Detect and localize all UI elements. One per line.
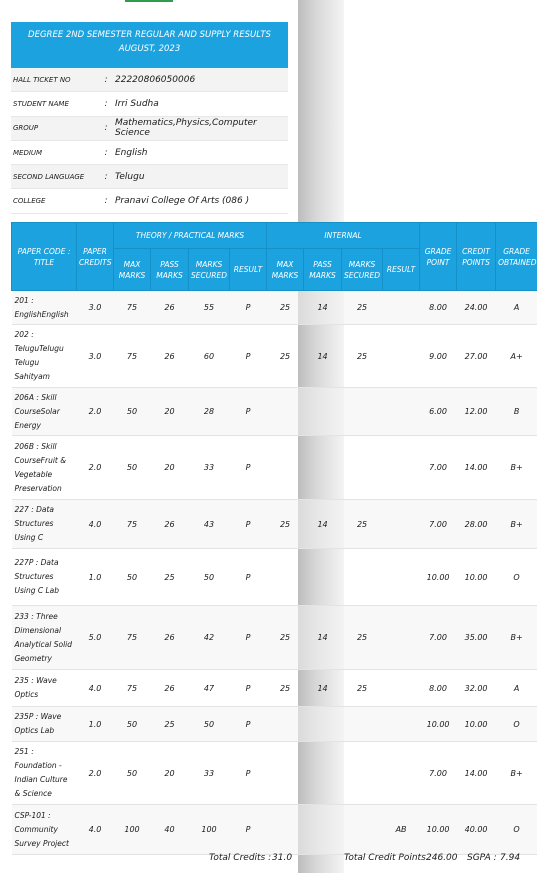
student-info-row bbox=[11, 68, 288, 92]
info-value: Telugu bbox=[113, 165, 288, 189]
paper-title: 235P : Wave Optics Lab bbox=[12, 707, 77, 742]
header-internal-secured: MARKS SECURED bbox=[342, 249, 383, 291]
internal-secured bbox=[342, 436, 383, 500]
theory-secured: 60 bbox=[189, 325, 230, 388]
paper-title: 235 : Wave Optics bbox=[12, 670, 77, 707]
internal-max bbox=[267, 388, 304, 436]
total-credit-points-label: Total Credit Points : bbox=[344, 853, 432, 863]
theory-pass: 26 bbox=[151, 500, 189, 549]
info-value: 22220806050006 bbox=[113, 68, 288, 92]
theory-result: P bbox=[230, 291, 267, 325]
grade-obtained: B+ bbox=[496, 500, 537, 549]
credit-points: 12.00 bbox=[457, 388, 496, 436]
internal-pass bbox=[304, 742, 342, 805]
paper-credits: 1.0 bbox=[77, 707, 114, 742]
theory-max: 50 bbox=[114, 436, 151, 500]
theory-secured: 33 bbox=[189, 742, 230, 805]
internal-result bbox=[383, 549, 420, 606]
grade-point: 7.00 bbox=[420, 606, 457, 670]
marks-table bbox=[11, 222, 537, 855]
total-credits-value: 31.0 bbox=[272, 853, 293, 863]
grade-obtained: B+ bbox=[496, 436, 537, 500]
theory-max: 75 bbox=[114, 291, 151, 325]
header-paper-code-title: PAPER CODE : TITLE bbox=[12, 223, 77, 291]
total-credits-label: Total Credits : bbox=[209, 853, 272, 863]
internal-result bbox=[383, 325, 420, 388]
info-colon: : bbox=[99, 68, 113, 92]
paper-title: 251 : Foundation -Indian Culture & Science bbox=[12, 742, 77, 805]
theory-result: P bbox=[230, 549, 267, 606]
info-key: HALL TICKET NO bbox=[11, 68, 99, 92]
grade-point: 7.00 bbox=[420, 742, 457, 805]
theory-secured: 55 bbox=[189, 291, 230, 325]
internal-result bbox=[383, 742, 420, 805]
header-theory-group: THEORY / PRACTICAL MARKS bbox=[114, 223, 267, 249]
theory-pass: 20 bbox=[151, 388, 189, 436]
grade-point: 7.00 bbox=[420, 436, 457, 500]
grade-point: 10.00 bbox=[420, 707, 457, 742]
internal-secured: 25 bbox=[342, 606, 383, 670]
internal-max bbox=[267, 805, 304, 855]
theory-pass: 26 bbox=[151, 325, 189, 388]
internal-result: AB bbox=[383, 805, 420, 855]
header-internal-max: MAX MARKS bbox=[267, 249, 304, 291]
table-row bbox=[12, 436, 537, 500]
paper-credits: 3.0 bbox=[77, 325, 114, 388]
internal-result bbox=[383, 606, 420, 670]
totals-footer bbox=[11, 849, 537, 871]
credit-points: 24.00 bbox=[457, 291, 496, 325]
internal-result bbox=[383, 388, 420, 436]
header-paper-credits: PAPER CREDITS bbox=[77, 223, 114, 291]
theory-result: P bbox=[230, 500, 267, 549]
grade-obtained: O bbox=[496, 549, 537, 606]
grade-obtained: O bbox=[496, 805, 537, 855]
credit-points: 10.00 bbox=[457, 549, 496, 606]
sgpa-label: SGPA : bbox=[467, 853, 497, 863]
credit-points: 14.00 bbox=[457, 742, 496, 805]
internal-pass bbox=[304, 388, 342, 436]
internal-secured: 25 bbox=[342, 325, 383, 388]
table-row bbox=[12, 805, 537, 855]
paper-credits: 4.0 bbox=[77, 805, 114, 855]
info-colon: : bbox=[99, 140, 113, 164]
paper-credits: 2.0 bbox=[77, 436, 114, 500]
grade-point: 10.00 bbox=[420, 549, 457, 606]
theory-result: P bbox=[230, 388, 267, 436]
info-key: MEDIUM bbox=[11, 140, 99, 164]
internal-secured bbox=[342, 742, 383, 805]
info-value: Irri Sudha bbox=[113, 92, 288, 116]
grade-point: 7.00 bbox=[420, 500, 457, 549]
paper-title: 206A : Skill CourseSolar Energy bbox=[12, 388, 77, 436]
internal-max: 25 bbox=[267, 606, 304, 670]
credit-points: 28.00 bbox=[457, 500, 496, 549]
student-info-row bbox=[11, 116, 288, 140]
internal-pass bbox=[304, 707, 342, 742]
paper-credits: 1.0 bbox=[77, 549, 114, 606]
internal-max: 25 bbox=[267, 500, 304, 549]
info-key: SECOND LANGUAGE bbox=[11, 165, 99, 189]
sgpa-value: 7.94 bbox=[500, 853, 521, 863]
table-row bbox=[12, 500, 537, 549]
paper-credits: 5.0 bbox=[77, 606, 114, 670]
grade-point: 8.00 bbox=[420, 291, 457, 325]
paper-credits: 2.0 bbox=[77, 388, 114, 436]
theory-max: 75 bbox=[114, 606, 151, 670]
credit-points: 32.00 bbox=[457, 670, 496, 707]
internal-secured bbox=[342, 388, 383, 436]
credit-points: 35.00 bbox=[457, 606, 496, 670]
header-internal-result: RESULT bbox=[383, 249, 420, 291]
internal-max bbox=[267, 436, 304, 500]
paper-title: 227P : Data Structures Using C Lab bbox=[12, 549, 77, 606]
paper-credits: 4.0 bbox=[77, 500, 114, 549]
internal-secured: 25 bbox=[342, 291, 383, 325]
internal-secured bbox=[342, 805, 383, 855]
header-theory-max: MAX MARKS bbox=[114, 249, 151, 291]
paper-title: 233 : Three Dimensional Analytical Solid Geometry bbox=[12, 606, 77, 670]
grade-obtained: A bbox=[496, 291, 537, 325]
info-value: Mathematics,Physics,Computer Science bbox=[113, 116, 288, 140]
grade-obtained: B+ bbox=[496, 742, 537, 805]
table-row bbox=[12, 291, 537, 325]
paper-credits: 2.0 bbox=[77, 742, 114, 805]
theory-max: 50 bbox=[114, 549, 151, 606]
theory-max: 75 bbox=[114, 500, 151, 549]
theory-pass: 26 bbox=[151, 291, 189, 325]
table-row bbox=[12, 606, 537, 670]
theory-secured: 33 bbox=[189, 436, 230, 500]
theory-secured: 47 bbox=[189, 670, 230, 707]
student-info-row bbox=[11, 140, 288, 164]
top-accent-bar bbox=[125, 0, 173, 2]
theory-result: P bbox=[230, 707, 267, 742]
credit-points: 10.00 bbox=[457, 707, 496, 742]
theory-secured: 50 bbox=[189, 707, 230, 742]
header-theory-result: RESULT bbox=[230, 249, 267, 291]
info-colon: : bbox=[99, 92, 113, 116]
theory-pass: 26 bbox=[151, 606, 189, 670]
internal-secured bbox=[342, 549, 383, 606]
grade-point: 9.00 bbox=[420, 325, 457, 388]
header-grade-point: GRADE POINT bbox=[420, 223, 457, 291]
theory-max: 75 bbox=[114, 670, 151, 707]
internal-pass: 14 bbox=[304, 291, 342, 325]
info-value: Pranavi College Of Arts (086 ) bbox=[113, 189, 288, 213]
internal-pass: 14 bbox=[304, 500, 342, 549]
table-row bbox=[12, 549, 537, 606]
paper-credits: 3.0 bbox=[77, 291, 114, 325]
table-row bbox=[12, 388, 537, 436]
student-info-row bbox=[11, 189, 288, 213]
credit-points: 14.00 bbox=[457, 436, 496, 500]
theory-result: P bbox=[230, 805, 267, 855]
theory-result: P bbox=[230, 436, 267, 500]
grade-point: 8.00 bbox=[420, 670, 457, 707]
theory-pass: 25 bbox=[151, 707, 189, 742]
internal-max bbox=[267, 549, 304, 606]
paper-title: 201 : EnglishEnglish bbox=[12, 291, 77, 325]
internal-pass bbox=[304, 805, 342, 855]
internal-result bbox=[383, 670, 420, 707]
theory-secured: 42 bbox=[189, 606, 230, 670]
theory-pass: 26 bbox=[151, 670, 189, 707]
theory-secured: 50 bbox=[189, 549, 230, 606]
result-title: DEGREE 2ND SEMESTER REGULAR AND SUPPLY RESULTS AUGUST, 2023 bbox=[28, 30, 271, 54]
internal-max bbox=[267, 742, 304, 805]
internal-max: 25 bbox=[267, 670, 304, 707]
internal-max: 25 bbox=[267, 291, 304, 325]
info-colon: : bbox=[99, 189, 113, 213]
grade-point: 6.00 bbox=[420, 388, 457, 436]
internal-result bbox=[383, 436, 420, 500]
table-row bbox=[12, 325, 537, 388]
info-colon: : bbox=[99, 165, 113, 189]
grade-obtained: O bbox=[496, 707, 537, 742]
internal-secured: 25 bbox=[342, 500, 383, 549]
theory-result: P bbox=[230, 325, 267, 388]
info-colon: : bbox=[99, 116, 113, 140]
internal-result bbox=[383, 291, 420, 325]
internal-result bbox=[383, 707, 420, 742]
internal-pass bbox=[304, 436, 342, 500]
internal-pass: 14 bbox=[304, 670, 342, 707]
theory-pass: 20 bbox=[151, 436, 189, 500]
theory-result: P bbox=[230, 606, 267, 670]
total-credit-points-value: 246.00 bbox=[426, 853, 458, 863]
internal-secured: 25 bbox=[342, 670, 383, 707]
internal-secured bbox=[342, 707, 383, 742]
grade-obtained: B bbox=[496, 388, 537, 436]
theory-pass: 40 bbox=[151, 805, 189, 855]
theory-max: 100 bbox=[114, 805, 151, 855]
theory-max: 50 bbox=[114, 388, 151, 436]
grade-obtained: A+ bbox=[496, 325, 537, 388]
grade-point: 10.00 bbox=[420, 805, 457, 855]
credit-points: 40.00 bbox=[457, 805, 496, 855]
theory-result: P bbox=[230, 670, 267, 707]
paper-title: CSP-101 : Community Survey Project bbox=[12, 805, 77, 855]
student-info-table bbox=[11, 68, 288, 214]
internal-pass: 14 bbox=[304, 325, 342, 388]
theory-secured: 100 bbox=[189, 805, 230, 855]
theory-max: 50 bbox=[114, 742, 151, 805]
header-grade-obtained: GRADE OBTAINED bbox=[496, 223, 537, 291]
theory-pass: 25 bbox=[151, 549, 189, 606]
info-value: English bbox=[113, 140, 288, 164]
internal-pass: 14 bbox=[304, 606, 342, 670]
info-key: GROUP bbox=[11, 116, 99, 140]
paper-credits: 4.0 bbox=[77, 670, 114, 707]
theory-secured: 28 bbox=[189, 388, 230, 436]
theory-max: 75 bbox=[114, 325, 151, 388]
paper-title: 227 : Data Structures Using C bbox=[12, 500, 77, 549]
table-row bbox=[12, 670, 537, 707]
header-theory-pass: PASS MARKS bbox=[151, 249, 189, 291]
internal-result bbox=[383, 500, 420, 549]
result-header bbox=[11, 22, 288, 68]
table-row bbox=[12, 707, 537, 742]
header-credit-points: CREDIT POINTS bbox=[457, 223, 496, 291]
student-info-row bbox=[11, 165, 288, 189]
internal-max: 25 bbox=[267, 325, 304, 388]
credit-points: 27.00 bbox=[457, 325, 496, 388]
theory-result: P bbox=[230, 742, 267, 805]
theory-max: 50 bbox=[114, 707, 151, 742]
info-key: STUDENT NAME bbox=[11, 92, 99, 116]
grade-obtained: B+ bbox=[496, 606, 537, 670]
table-row bbox=[12, 742, 537, 805]
grade-obtained: A bbox=[496, 670, 537, 707]
theory-secured: 43 bbox=[189, 500, 230, 549]
paper-title: 206B : Skill CourseFruit & Vegetable Preservation bbox=[12, 436, 77, 500]
header-internal-group: INTERNAL bbox=[267, 223, 420, 249]
student-info-row bbox=[11, 92, 288, 116]
info-key: COLLEGE bbox=[11, 189, 99, 213]
header-theory-secured: MARKS SECURED bbox=[189, 249, 230, 291]
paper-title: 202 : TeluguTelugu Telugu Sahityam bbox=[12, 325, 77, 388]
header-internal-pass: PASS MARKS bbox=[304, 249, 342, 291]
internal-pass bbox=[304, 549, 342, 606]
internal-max bbox=[267, 707, 304, 742]
theory-pass: 20 bbox=[151, 742, 189, 805]
